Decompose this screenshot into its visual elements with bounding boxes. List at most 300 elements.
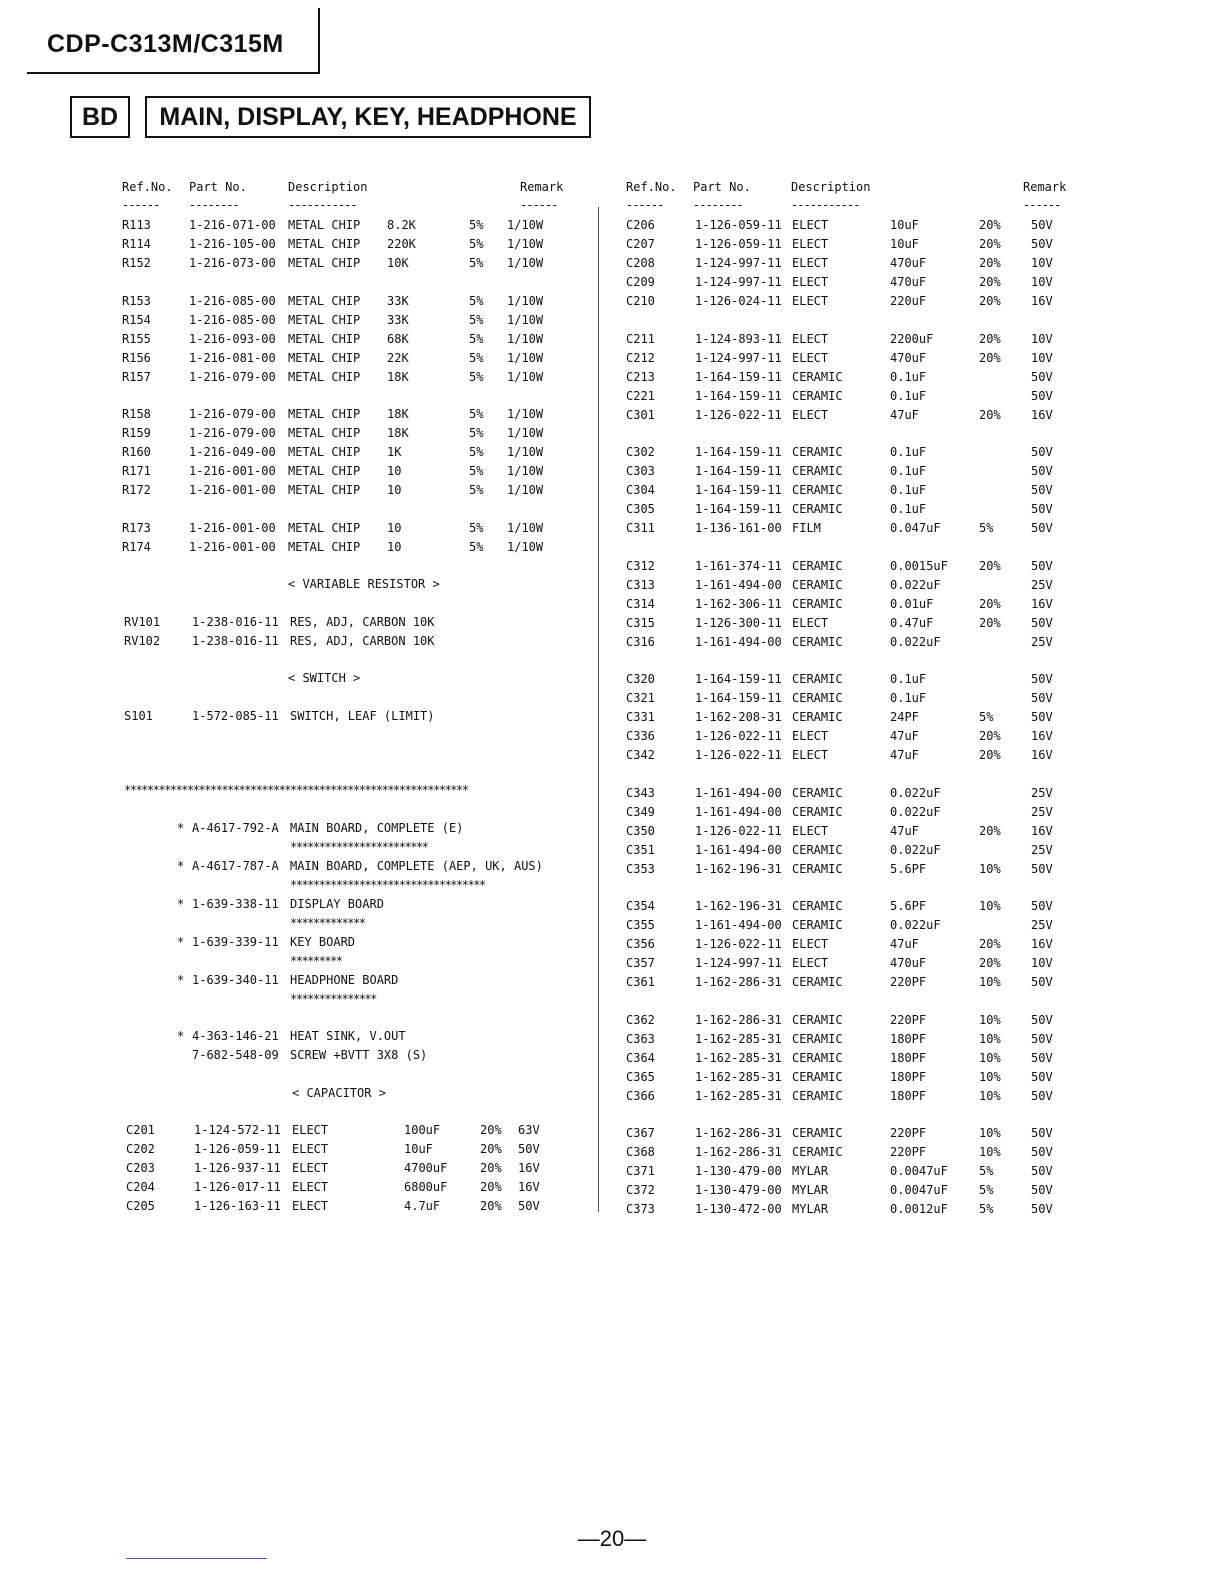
description: CERAMIC (792, 634, 843, 649)
ref-no: R157 (122, 369, 151, 384)
part-row (626, 273, 1076, 292)
value: 1K (387, 445, 402, 459)
part-no: 1-126-017-11 (194, 1180, 281, 1194)
part-no: 1-216-079-00 (189, 426, 276, 440)
ref-no: R171 (122, 464, 151, 478)
value: 24PF (890, 710, 919, 724)
rating: 1/10W (507, 407, 544, 421)
ref-no: R153 (122, 293, 151, 308)
part-row (626, 292, 1076, 311)
tolerance: 10% (979, 1050, 1001, 1065)
part-no: 1-130-472-00 (695, 1202, 782, 1216)
ref-no: C207 (626, 237, 655, 251)
rating: 25V (1031, 842, 1053, 857)
tolerance: 5% (469, 256, 484, 270)
star-mark: * (177, 820, 185, 835)
tolerance: 10% (979, 1012, 1001, 1027)
ref-no: C372 (626, 1183, 655, 1197)
capacitor-label: < CAPACITOR > (292, 1085, 386, 1100)
part-row (626, 670, 1076, 689)
part-row (122, 216, 592, 235)
description: HEADPHONE BOARD (290, 972, 399, 987)
part-row (122, 424, 592, 443)
description: RES, ADJ, CARBON 10K (290, 614, 435, 629)
value: 10 (387, 520, 402, 535)
part-row (626, 216, 1076, 235)
description: CERAMIC (792, 804, 843, 819)
description: METAL CHIP (288, 331, 361, 346)
description: MYLAR (792, 1164, 829, 1178)
left-column (122, 180, 592, 1216)
part-row (626, 1200, 1076, 1219)
description: CERAMIC (792, 842, 843, 857)
row-gap (122, 688, 592, 707)
description: ELECT (792, 823, 829, 838)
description: ELECT (792, 729, 829, 743)
row-gap (122, 763, 592, 782)
description: CERAMIC (792, 710, 843, 724)
tolerance: 20% (979, 956, 1001, 970)
rating: 10V (1031, 275, 1053, 289)
description: ELECT (792, 350, 829, 365)
section-label (122, 669, 592, 688)
part-row (626, 897, 1076, 916)
row-gap (122, 387, 592, 406)
description: ELECT (792, 956, 829, 970)
tolerance: 5% (979, 710, 994, 724)
part-no: 1-216-001-00 (189, 483, 276, 497)
description: CERAMIC (792, 1088, 843, 1103)
value: 0.1uF (890, 369, 927, 384)
part-no: 1-216-049-00 (189, 445, 276, 459)
board-row (122, 895, 592, 914)
tolerance: 5% (469, 350, 484, 365)
description: METAL CHIP (288, 237, 361, 251)
ref-no: S101 (124, 708, 153, 723)
rating: 50V (1031, 369, 1053, 384)
part-no: 1-216-081-00 (189, 350, 276, 365)
rating: 1/10W (507, 483, 544, 497)
ref-no: C364 (626, 1050, 655, 1065)
tolerance: 5% (469, 520, 484, 535)
part-no: 1-126-024-11 (695, 294, 782, 308)
row-gap (122, 1065, 592, 1084)
value: 5.6PF (890, 861, 927, 876)
value: 47uF (890, 729, 919, 743)
tolerance: 10% (979, 1088, 1001, 1103)
ref-no: R152 (122, 256, 151, 270)
description: METAL CHIP (288, 312, 361, 327)
ref-no: C355 (626, 918, 655, 932)
part-row (626, 595, 1076, 614)
ref-no: C350 (626, 823, 655, 838)
part-no: 1-162-285-31 (695, 1050, 782, 1065)
value: 470uF (890, 256, 927, 270)
part-row (626, 1087, 1076, 1106)
description: CERAMIC (792, 1126, 843, 1140)
part-no: 7-682-548-09 (192, 1048, 279, 1062)
section-label (122, 575, 592, 594)
part-no: 1-161-374-11 (695, 558, 782, 573)
rating: 50V (1031, 558, 1053, 573)
part-row (626, 784, 1076, 803)
page-number: —20— (577, 1526, 647, 1551)
part-no: 1-164-159-11 (695, 464, 782, 478)
description: CERAMIC (792, 369, 843, 384)
ref-no: C361 (626, 975, 655, 989)
tolerance: 20% (979, 350, 1001, 365)
part-row (122, 632, 592, 651)
rating: 63V (518, 1123, 540, 1137)
row-gap (626, 879, 1076, 898)
rating: 50V (1031, 1088, 1053, 1103)
description: KEY BOARD (290, 934, 356, 949)
part-no: 1-161-494-00 (695, 634, 782, 649)
rating: 50V (1031, 1031, 1053, 1046)
row-gap (122, 800, 592, 819)
part-row (626, 462, 1076, 481)
ref-no: R113 (122, 218, 151, 232)
rating: 1/10W (507, 539, 544, 554)
tolerance: 10% (979, 861, 1001, 876)
ref-no: RV101 (124, 614, 161, 629)
part-no: 1-162-196-31 (695, 861, 782, 876)
value: 180PF (890, 1031, 927, 1046)
description: METAL CHIP (288, 218, 361, 232)
part-row (122, 613, 592, 632)
tolerance: 20% (979, 615, 1001, 630)
rating: 1/10W (507, 256, 544, 270)
ref-no: C208 (626, 256, 655, 270)
description: MAIN BOARD, COMPLETE (AEP, UK, AUS) (290, 858, 543, 873)
part-row (626, 481, 1076, 500)
ref-no: R156 (122, 350, 151, 365)
tolerance: 20% (979, 558, 1001, 573)
description: MYLAR (792, 1202, 829, 1216)
part-row (122, 1121, 592, 1140)
rating: 25V (1031, 804, 1053, 819)
part-no: 1-124-572-11 (194, 1123, 281, 1137)
ref-no: C203 (126, 1161, 155, 1175)
part-row (626, 614, 1076, 633)
ref-no: C314 (626, 596, 655, 611)
part-row (626, 935, 1076, 954)
description: CERAMIC (792, 1050, 843, 1065)
description: ELECT (792, 615, 829, 630)
ref-no: C316 (626, 634, 655, 649)
rating: 50V (1031, 1050, 1053, 1065)
tolerance: 5% (469, 483, 484, 497)
dash-remark: ------ (520, 198, 558, 212)
ref-no: C206 (626, 218, 655, 232)
underline-stars: ********************************** (290, 877, 485, 892)
left-body (122, 216, 592, 1216)
tolerance: 10% (979, 975, 1001, 989)
ref-no: C311 (626, 521, 655, 535)
value: 0.022uF (890, 842, 941, 857)
description: CERAMIC (792, 558, 843, 573)
rating: 1/10W (507, 331, 544, 346)
ref-no: C213 (626, 369, 655, 384)
tolerance: 5% (469, 539, 484, 554)
row-gap (122, 500, 592, 519)
star-mark: * (177, 896, 185, 911)
part-row (122, 1027, 592, 1046)
rating: 50V (1031, 1183, 1053, 1197)
value: 470uF (890, 275, 927, 289)
board-row (122, 933, 592, 952)
value: 0.047uF (890, 521, 941, 535)
part-no: 4-363-146-21 (192, 1029, 279, 1043)
description: METAL CHIP (288, 350, 361, 365)
part-row (626, 254, 1076, 273)
part-no: 1-124-997-11 (695, 956, 782, 970)
part-no: 1-216-085-00 (189, 293, 276, 308)
part-no: 1-572-085-11 (192, 708, 279, 723)
rating: 50V (1031, 464, 1053, 478)
ref-no: C303 (626, 464, 655, 478)
value: 10 (387, 483, 402, 497)
description: RES, ADJ, CARBON 10K (290, 633, 435, 648)
ref-no: C366 (626, 1088, 655, 1103)
part-row (626, 708, 1076, 727)
tolerance: 10% (979, 1069, 1001, 1084)
description: ELECT (292, 1123, 329, 1137)
part-no: 1-161-494-00 (695, 577, 782, 592)
part-no: 1-161-494-00 (695, 804, 782, 819)
ref-no: R173 (122, 520, 151, 535)
value: 0.0015uF (890, 558, 948, 573)
board-underline (122, 914, 592, 933)
header-remark: Remark (520, 180, 564, 194)
tolerance: 5% (469, 407, 484, 421)
ref-no: C205 (126, 1199, 155, 1213)
tolerance: 5% (469, 218, 484, 232)
rating: 50V (1031, 1202, 1053, 1216)
description: ELECT (792, 937, 829, 951)
tolerance: 20% (979, 275, 1001, 289)
rating: 1/10W (507, 237, 544, 251)
tolerance: 20% (979, 331, 1001, 346)
row-gap (122, 651, 592, 670)
header-desc: Description (288, 180, 368, 194)
star-mark: * (177, 1029, 185, 1043)
value: 220uF (890, 294, 927, 308)
description: CERAMIC (792, 1069, 843, 1084)
description: METAL CHIP (288, 426, 361, 440)
ref-no: C349 (626, 804, 655, 819)
description: METAL CHIP (288, 520, 361, 535)
part-row (122, 235, 592, 254)
board-row (122, 971, 592, 990)
rating: 50V (1031, 483, 1053, 497)
value: 10uF (404, 1142, 433, 1156)
part-row (626, 1162, 1076, 1181)
separator-stars: ************************************************************ (124, 783, 468, 797)
description: CERAMIC (792, 785, 843, 800)
value: 470uF (890, 350, 927, 365)
part-no: 1-162-286-31 (695, 1126, 782, 1140)
description: METAL CHIP (288, 293, 361, 308)
part-row (626, 235, 1076, 254)
rating: 10V (1031, 331, 1053, 346)
part-no: 1-164-159-11 (695, 483, 782, 497)
part-row (626, 860, 1076, 879)
value: 10uF (890, 237, 919, 251)
header-part: Part No. (693, 180, 751, 194)
part-no: 1-162-285-31 (695, 1088, 782, 1103)
value: 0.022uF (890, 785, 941, 800)
value: 180PF (890, 1069, 927, 1084)
value: 8.2K (387, 218, 416, 232)
rating: 50V (1031, 899, 1053, 913)
ref-no: R155 (122, 331, 151, 346)
description: METAL CHIP (288, 483, 361, 497)
part-row (122, 707, 592, 726)
row-gap (122, 557, 592, 576)
tolerance: 20% (480, 1123, 502, 1137)
description: CERAMIC (792, 502, 843, 516)
part-no: 1-238-016-11 (192, 633, 279, 648)
tolerance: 20% (979, 748, 1001, 762)
description: METAL CHIP (288, 369, 361, 384)
value: 10uF (890, 218, 919, 232)
tolerance: 5% (469, 237, 484, 251)
bottom-rule (126, 1558, 267, 1559)
part-row (626, 349, 1076, 368)
part-no: 1-124-997-11 (695, 256, 782, 270)
tolerance: 20% (979, 937, 1001, 951)
description: ELECT (292, 1199, 329, 1213)
part-row (122, 1046, 592, 1065)
ref-no: R158 (122, 407, 151, 421)
value: 4.7uF (404, 1199, 441, 1213)
row-gap (122, 594, 592, 613)
part-row (626, 1011, 1076, 1030)
part-row (626, 803, 1076, 822)
rating: 50V (1031, 445, 1053, 459)
ref-no: C343 (626, 785, 655, 800)
value: 22K (387, 350, 409, 365)
part-no: 1-164-159-11 (695, 672, 782, 686)
ref-no: C353 (626, 861, 655, 876)
part-no: 1-216-085-00 (189, 312, 276, 327)
description: CERAMIC (792, 1012, 843, 1027)
part-row (626, 1049, 1076, 1068)
value: 18K (387, 369, 409, 384)
part-row (626, 822, 1076, 841)
value: 2200uF (890, 331, 934, 346)
part-row (122, 311, 592, 330)
ref-no: C204 (126, 1180, 155, 1194)
ref-no: C202 (126, 1142, 155, 1156)
right-header (626, 180, 1076, 198)
rating: 1/10W (507, 464, 544, 478)
description: ELECT (792, 256, 829, 270)
board-row (122, 857, 592, 876)
value: 4700uF (404, 1161, 448, 1175)
tolerance: 20% (979, 729, 1001, 743)
description: SCREW +BVTT 3X8 (S) (290, 1048, 428, 1062)
rating: 25V (1031, 634, 1053, 649)
part-row (626, 1181, 1076, 1200)
rating: 1/10W (507, 445, 544, 459)
ref-no: C331 (626, 710, 655, 724)
star-mark: * (177, 858, 185, 873)
part-row (626, 368, 1076, 387)
part-row (626, 443, 1076, 462)
description: CERAMIC (792, 464, 843, 478)
description: HEAT SINK, V.OUT (290, 1029, 406, 1043)
description: CERAMIC (792, 1145, 843, 1159)
rating: 10V (1031, 350, 1053, 365)
value: 0.1uF (890, 502, 927, 516)
description: CERAMIC (792, 388, 843, 403)
value: 0.022uF (890, 804, 941, 819)
part-no: 1-164-159-11 (695, 691, 782, 705)
tolerance: 5% (979, 1183, 994, 1197)
description: ELECT (792, 407, 829, 422)
description: METAL CHIP (288, 256, 361, 270)
ref-no: R159 (122, 426, 151, 440)
value: 100uF (404, 1123, 441, 1137)
ref-no: C356 (626, 937, 655, 951)
part-no: 1-126-059-11 (695, 218, 782, 232)
part-row (122, 443, 592, 462)
rating: 1/10W (507, 350, 544, 365)
board-underline (122, 990, 592, 1009)
left-dashes (122, 198, 592, 216)
part-row (626, 841, 1076, 860)
dash-desc: ----------- (288, 198, 357, 212)
board-underline (122, 876, 592, 895)
value: 33K (387, 312, 409, 327)
description: ELECT (292, 1142, 329, 1156)
rating: 16V (1031, 823, 1053, 838)
tolerance: 20% (979, 256, 1001, 270)
part-row (122, 254, 592, 273)
star-mark: * (177, 934, 185, 949)
value: 6800uF (404, 1180, 448, 1194)
part-no: 1-126-059-11 (695, 237, 782, 251)
row-gap (122, 273, 592, 292)
dash-ref: ------ (122, 198, 160, 212)
part-no: 1-126-163-11 (194, 1199, 281, 1213)
rating: 1/10W (507, 312, 544, 327)
value: 5.6PF (890, 899, 927, 913)
value: 0.0012uF (890, 1202, 948, 1216)
tolerance: 5% (979, 521, 994, 535)
ref-no: R174 (122, 539, 151, 554)
part-row (122, 368, 592, 387)
part-no: 1-164-159-11 (695, 388, 782, 403)
value: 0.0047uF (890, 1164, 948, 1178)
header-desc: Description (791, 180, 871, 194)
column-divider (598, 207, 599, 1212)
rating: 16V (1031, 294, 1053, 308)
part-no: 1-126-300-11 (695, 615, 782, 630)
description: ELECT (792, 275, 829, 289)
description: ELECT (292, 1180, 329, 1194)
dash-part: -------- (189, 198, 239, 212)
description: DISPLAY BOARD (290, 896, 384, 911)
row-gap (626, 765, 1076, 784)
value: 10 (387, 539, 402, 554)
part-row (122, 349, 592, 368)
description: MYLAR (792, 1183, 829, 1197)
part-no: 1-639-339-11 (192, 934, 279, 949)
part-no: 1-126-937-11 (194, 1161, 281, 1175)
